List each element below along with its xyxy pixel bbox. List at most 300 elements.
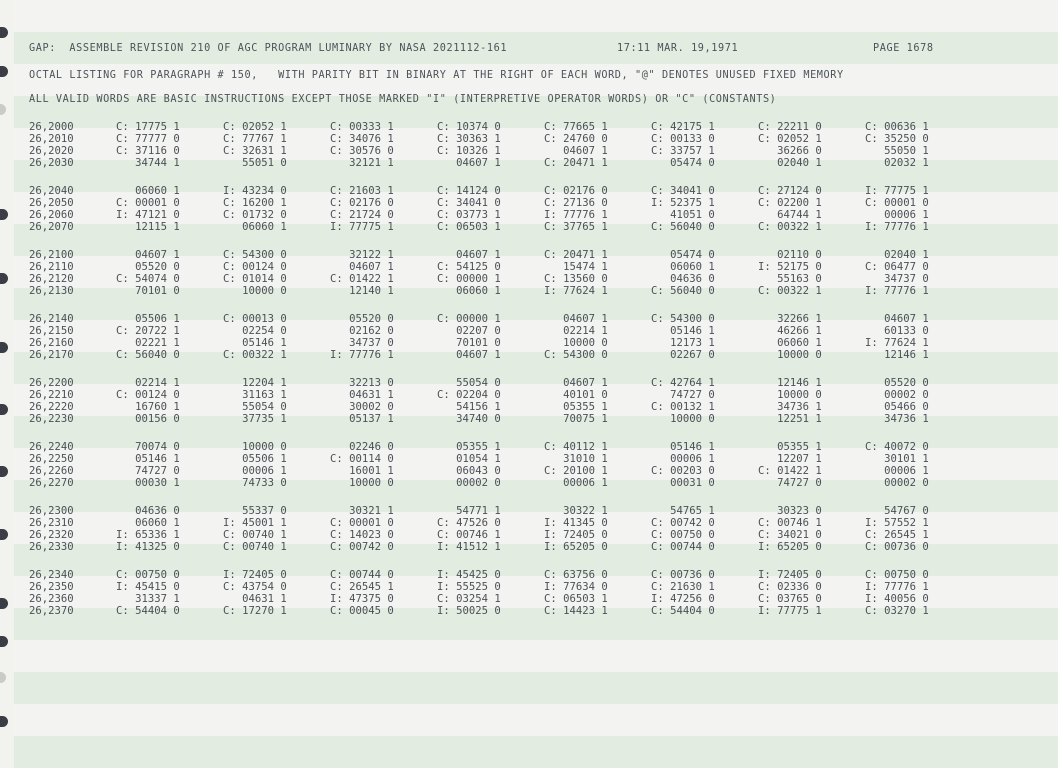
octal-word: 36266 0 [758,145,822,157]
octal-word: 05520 0 [330,313,394,325]
octal-word: C: 43754 0 [223,581,287,593]
octal-word: C: 14423 1 [544,605,608,617]
octal-word: 55054 0 [223,401,287,413]
memory-address: 26,2170 [29,349,74,361]
octal-word: 10000 0 [223,285,287,297]
punch-hole-icon [0,672,6,683]
octal-word: C: 00740 1 [223,541,287,553]
octal-word: 05474 0 [651,249,715,261]
listing-row [0,185,1058,197]
octal-word: C: 06477 0 [865,261,929,273]
octal-word: 00006 1 [865,209,929,221]
octal-word: 12140 1 [330,285,394,297]
octal-word: C: 00322 1 [758,285,822,297]
listing-row [0,593,1058,605]
octal-word: C: 03254 1 [437,593,501,605]
octal-word: C: 54300 0 [544,349,608,361]
octal-word: C: 54074 0 [116,273,180,285]
memory-address: 26,2350 [29,581,74,593]
octal-word: 34744 1 [116,157,180,169]
octal-word: 05466 0 [865,401,929,413]
octal-word: 05520 0 [865,377,929,389]
octal-word: 12207 1 [758,453,822,465]
octal-word: 12173 1 [651,337,715,349]
address-block [0,568,1058,616]
octal-word: 05146 1 [116,453,180,465]
octal-word: 05506 1 [223,453,287,465]
octal-word: 04607 1 [544,313,608,325]
octal-word: 12251 1 [758,413,822,425]
octal-word: 06043 0 [437,465,501,477]
memory-address: 26,2270 [29,477,74,489]
octal-word: 31163 1 [223,389,287,401]
octal-word: I: 77776 1 [865,221,929,233]
listing-timestamp: 17:11 MAR. 19,1971 [617,43,739,54]
octal-word: C: 30576 0 [330,145,394,157]
octal-word: 04607 1 [437,249,501,261]
address-block [0,248,1058,296]
octal-word: C: 01422 1 [758,465,822,477]
address-block [0,312,1058,360]
octal-word: 04607 1 [544,145,608,157]
punch-hole-icon [0,27,8,38]
octal-word: 70074 0 [116,441,180,453]
octal-word: C: 24760 0 [544,133,608,145]
listing-row [0,261,1058,273]
octal-word: I: 41512 1 [437,541,501,553]
octal-word: 00156 0 [116,413,180,425]
octal-word: C: 02200 1 [758,197,822,209]
octal-word: C: 26545 1 [865,529,929,541]
octal-word: 32122 1 [330,249,394,261]
octal-word: C: 00744 0 [330,569,394,581]
octal-word: C: 34076 1 [330,133,394,145]
octal-word: 54765 1 [651,505,715,517]
memory-address: 26,2330 [29,541,74,553]
octal-word: C: 02336 0 [758,581,822,593]
octal-word: C: 10374 0 [437,121,501,133]
octal-word: C: 13560 0 [544,273,608,285]
octal-word: 02214 1 [116,377,180,389]
octal-word: I: 47375 0 [330,593,394,605]
octal-word: 10000 0 [758,349,822,361]
octal-word: C: 00013 0 [223,313,287,325]
octal-word: 16001 1 [330,465,394,477]
octal-word: 10000 0 [758,389,822,401]
listing-row [0,441,1058,453]
octal-word: C: 26545 1 [330,581,394,593]
memory-address: 26,2010 [29,133,74,145]
octal-word: I: 77776 1 [865,285,929,297]
octal-word: 30101 1 [865,453,929,465]
octal-word: 74727 0 [758,477,822,489]
address-block [0,120,1058,168]
memory-address: 26,2030 [29,157,74,169]
octal-word: I: 77775 1 [330,221,394,233]
octal-word: 04607 1 [116,249,180,261]
octal-word: 31337 1 [116,593,180,605]
octal-word: 02254 0 [223,325,287,337]
octal-word: 02207 0 [437,325,501,337]
octal-word: 74727 0 [116,465,180,477]
listing-row [0,465,1058,477]
octal-word: C: 00746 1 [437,529,501,541]
listing-row [0,413,1058,425]
octal-word: C: 01732 0 [223,209,287,221]
octal-word: C: 14023 0 [330,529,394,541]
octal-word: 34737 0 [330,337,394,349]
octal-word: C: 56040 0 [651,221,715,233]
punch-hole-icon [0,636,8,647]
octal-word: 55054 0 [437,377,501,389]
listing-description: OCTAL LISTING FOR PARAGRAPH # 150, WITH PARITY BIT IN BINARY AT THE RIGHT OF EACH WORD, "@" DENOTES UNUSED FIXED MEMORY [29,70,844,81]
octal-word: 05355 1 [758,441,822,453]
octal-word: C: 20722 1 [116,325,180,337]
octal-word: 40101 0 [544,389,608,401]
octal-word: 02162 0 [330,325,394,337]
octal-word: 00006 1 [651,453,715,465]
octal-word: C: 35250 0 [865,133,929,145]
octal-word: 64744 1 [758,209,822,221]
octal-word: 54771 1 [437,505,501,517]
octal-word: 02214 1 [544,325,608,337]
octal-word: I: 55525 0 [437,581,501,593]
octal-word: 10000 0 [223,441,287,453]
listing-row [0,453,1058,465]
octal-word: C: 00750 0 [651,529,715,541]
octal-word: 02221 1 [116,337,180,349]
punch-hole-icon [0,66,8,77]
octal-word: C: 03765 0 [758,593,822,605]
octal-word: 05474 0 [651,157,715,169]
octal-word: 05137 1 [330,413,394,425]
octal-word: C: 06503 1 [544,593,608,605]
octal-word: C: 22211 0 [758,121,822,133]
octal-word: C: 34041 0 [437,197,501,209]
octal-word: C: 00736 0 [865,541,929,553]
octal-word: 34736 1 [758,401,822,413]
octal-word: C: 14124 0 [437,185,501,197]
octal-word: 10000 0 [330,477,394,489]
octal-word: I: 40056 0 [865,593,929,605]
octal-word: 74733 0 [223,477,287,489]
octal-word: 06060 1 [116,517,180,529]
octal-word: C: 00636 1 [865,121,929,133]
octal-word: C: 54125 0 [437,261,501,273]
octal-word: 04607 1 [437,349,501,361]
octal-word: I: 77624 1 [865,337,929,349]
octal-word: 55051 0 [223,157,287,169]
octal-word: 04607 1 [330,261,394,273]
memory-address: 26,2320 [29,529,74,541]
octal-word: 10000 0 [651,413,715,425]
listing-row [0,197,1058,209]
octal-word: C: 02204 0 [437,389,501,401]
octal-word: I: 45001 1 [223,517,287,529]
octal-word: C: 17270 1 [223,605,287,617]
memory-address: 26,2300 [29,505,74,517]
octal-word: C: 02052 1 [223,121,287,133]
memory-address: 26,2160 [29,337,74,349]
memory-address: 26,2060 [29,209,74,221]
address-block [0,504,1058,552]
octal-word: 04631 1 [223,593,287,605]
octal-word: 06060 1 [223,221,287,233]
octal-word: C: 02176 0 [330,197,394,209]
octal-word: I: 65205 0 [758,541,822,553]
octal-word: C: 30363 1 [437,133,501,145]
memory-address: 26,2070 [29,221,74,233]
octal-word: 34736 1 [865,413,929,425]
octal-word: C: 00742 0 [651,517,715,529]
octal-word: 04636 0 [116,505,180,517]
listing-row [0,313,1058,325]
listing-row [0,209,1058,221]
octal-word: 32121 1 [330,157,394,169]
octal-word: I: 47121 0 [116,209,180,221]
octal-word: I: 77776 1 [330,349,394,361]
octal-word: 54156 1 [437,401,501,413]
address-block [0,440,1058,488]
octal-word: I: 77624 1 [544,285,608,297]
octal-word: I: 57552 1 [865,517,929,529]
octal-word: 55337 0 [223,505,287,517]
assembly-title: GAP: ASSEMBLE REVISION 210 OF AGC PROGRAM LUMINARY BY NASA 2021112-161 [29,43,508,54]
octal-word: 04607 1 [437,157,501,169]
octal-word: 54767 0 [865,505,929,517]
octal-word: C: 56040 0 [116,349,180,361]
listing-row [0,121,1058,133]
octal-word: I: 65205 0 [544,541,608,553]
octal-word: 12204 1 [223,377,287,389]
listing-row [0,401,1058,413]
octal-word: I: 65336 1 [116,529,180,541]
octal-word: C: 00000 1 [437,313,501,325]
octal-word: 06060 1 [651,261,715,273]
octal-word: C: 00132 1 [651,401,715,413]
octal-word: 05146 1 [651,325,715,337]
octal-word: C: 03270 1 [865,605,929,617]
octal-word: 37735 1 [223,413,287,425]
octal-word: I: 52375 1 [651,197,715,209]
octal-word: C: 37116 0 [116,145,180,157]
octal-word: I: 52175 0 [758,261,822,273]
octal-word: C: 27124 0 [758,185,822,197]
octal-word: I: 41345 0 [544,517,608,529]
octal-word: C: 01014 0 [223,273,287,285]
octal-word: C: 00045 0 [330,605,394,617]
octal-word: 12146 1 [865,349,929,361]
octal-word: 00006 1 [544,477,608,489]
octal-word: I: 41325 0 [116,541,180,553]
octal-word: C: 02176 0 [544,185,608,197]
listing-row [0,325,1058,337]
octal-word: 32213 0 [330,377,394,389]
octal-word: 12146 1 [758,377,822,389]
octal-word: 41051 0 [651,209,715,221]
octal-word: C: 00746 1 [758,517,822,529]
octal-word: C: 21630 1 [651,581,715,593]
memory-address: 26,2260 [29,465,74,477]
octal-word: C: 03773 1 [437,209,501,221]
octal-word: 02040 1 [865,249,929,261]
listing-row [0,285,1058,297]
memory-address: 26,2020 [29,145,74,157]
octal-word: C: 02052 1 [758,133,822,145]
octal-word: 00002 0 [865,389,929,401]
listing-row [0,157,1058,169]
listing-row [0,505,1058,517]
octal-word: 00031 0 [651,477,715,489]
octal-word: C: 00736 0 [651,569,715,581]
octal-word: C: 20471 1 [544,249,608,261]
listing-legend: ALL VALID WORDS ARE BASIC INSTRUCTIONS EXCEPT THOSE MARKED "I" (INTERPRETIVE OPERATOR WORDS) OR "C" (CONSTANTS) [29,94,777,105]
octal-word: 46266 1 [758,325,822,337]
memory-address: 26,2310 [29,517,74,529]
memory-address: 26,2220 [29,401,74,413]
octal-word: C: 63756 0 [544,569,608,581]
listing-row [0,133,1058,145]
octal-word: C: 00203 0 [651,465,715,477]
listing-row [0,581,1058,593]
octal-word: C: 10326 1 [437,145,501,157]
memory-address: 26,2250 [29,453,74,465]
octal-word: 30002 0 [330,401,394,413]
octal-word: 34737 0 [865,273,929,285]
octal-word: C: 00322 1 [758,221,822,233]
octal-word: C: 01422 1 [330,273,394,285]
octal-word: C: 00750 0 [116,569,180,581]
memory-address: 26,2130 [29,285,74,297]
octal-word: C: 17775 1 [116,121,180,133]
octal-word: 05355 1 [437,441,501,453]
listing-row [0,349,1058,361]
memory-address: 26,2120 [29,273,74,285]
octal-word: C: 00001 0 [865,197,929,209]
octal-word: 34740 0 [437,413,501,425]
listing-row [0,145,1058,157]
octal-word: C: 42764 1 [651,377,715,389]
listing-row [0,337,1058,349]
octal-word: 00002 0 [865,477,929,489]
octal-word: 04607 1 [865,313,929,325]
octal-word: C: 00001 0 [116,197,180,209]
octal-word: 05520 0 [116,261,180,273]
octal-word: 02040 1 [758,157,822,169]
octal-word: 00006 1 [223,465,287,477]
address-block [0,376,1058,424]
octal-word: C: 54404 0 [651,605,715,617]
octal-word: 04631 1 [330,389,394,401]
octal-word: 04636 0 [651,273,715,285]
octal-word: 04607 1 [544,377,608,389]
listing-row [0,389,1058,401]
octal-word: 30322 1 [544,505,608,517]
octal-word: C: 42175 1 [651,121,715,133]
octal-word: C: 54300 0 [223,249,287,261]
octal-word: 55163 0 [758,273,822,285]
octal-word: C: 34021 0 [758,529,822,541]
address-block [0,184,1058,232]
octal-word: 06060 1 [116,185,180,197]
octal-word: C: 00114 0 [330,453,394,465]
octal-word: C: 37765 1 [544,221,608,233]
listing-row [0,221,1058,233]
octal-word: C: 77767 1 [223,133,287,145]
octal-word: C: 77777 0 [116,133,180,145]
octal-word: C: 20471 1 [544,157,608,169]
octal-word: 30323 0 [758,505,822,517]
octal-word: 00006 1 [865,465,929,477]
listing-row [0,569,1058,581]
listing-row [0,273,1058,285]
octal-word: 70101 0 [437,337,501,349]
octal-word: I: 43234 0 [223,185,287,197]
octal-word: C: 34041 0 [651,185,715,197]
octal-word: C: 21603 1 [330,185,394,197]
octal-word: 32266 1 [758,313,822,325]
octal-word: C: 00333 1 [330,121,394,133]
octal-word: 05506 1 [116,313,180,325]
octal-word: 10000 0 [544,337,608,349]
octal-word: C: 00322 1 [223,349,287,361]
octal-word: 15474 1 [544,261,608,273]
memory-address: 26,2100 [29,249,74,261]
octal-word: 74727 0 [651,389,715,401]
octal-word: C: 77665 1 [544,121,608,133]
octal-word: 30321 1 [330,505,394,517]
octal-word: I: 47256 0 [651,593,715,605]
octal-word: C: 47526 0 [437,517,501,529]
octal-word: C: 16200 1 [223,197,287,209]
octal-word: C: 00124 0 [223,261,287,273]
memory-address: 26,2340 [29,569,74,581]
octal-word: I: 50025 0 [437,605,501,617]
octal-word: C: 32631 1 [223,145,287,157]
octal-word: 02267 0 [651,349,715,361]
memory-address: 26,2230 [29,413,74,425]
octal-word: C: 40072 0 [865,441,929,453]
octal-word: 02032 1 [865,157,929,169]
memory-address: 26,2140 [29,313,74,325]
page-number: PAGE 1678 [873,43,934,54]
octal-word: 05146 1 [223,337,287,349]
listing-row [0,541,1058,553]
octal-word: 00002 0 [437,477,501,489]
octal-word: 02246 0 [330,441,394,453]
listing-row [0,377,1058,389]
listing-row [0,529,1058,541]
memory-address: 26,2240 [29,441,74,453]
octal-word: I: 45425 0 [437,569,501,581]
octal-word: C: 20100 1 [544,465,608,477]
octal-word: 05355 1 [544,401,608,413]
octal-word: I: 77776 1 [544,209,608,221]
octal-word: 06060 1 [437,285,501,297]
punch-hole-icon [0,104,6,115]
memory-address: 26,2150 [29,325,74,337]
octal-word: 12115 1 [116,221,180,233]
octal-word: 70101 0 [116,285,180,297]
octal-word: 06060 1 [758,337,822,349]
octal-word: C: 27136 0 [544,197,608,209]
octal-word: I: 77775 1 [865,185,929,197]
memory-address: 26,2000 [29,121,74,133]
memory-address: 26,2370 [29,605,74,617]
octal-word: C: 54300 0 [651,313,715,325]
listing-row [0,517,1058,529]
octal-word: C: 54404 0 [116,605,180,617]
